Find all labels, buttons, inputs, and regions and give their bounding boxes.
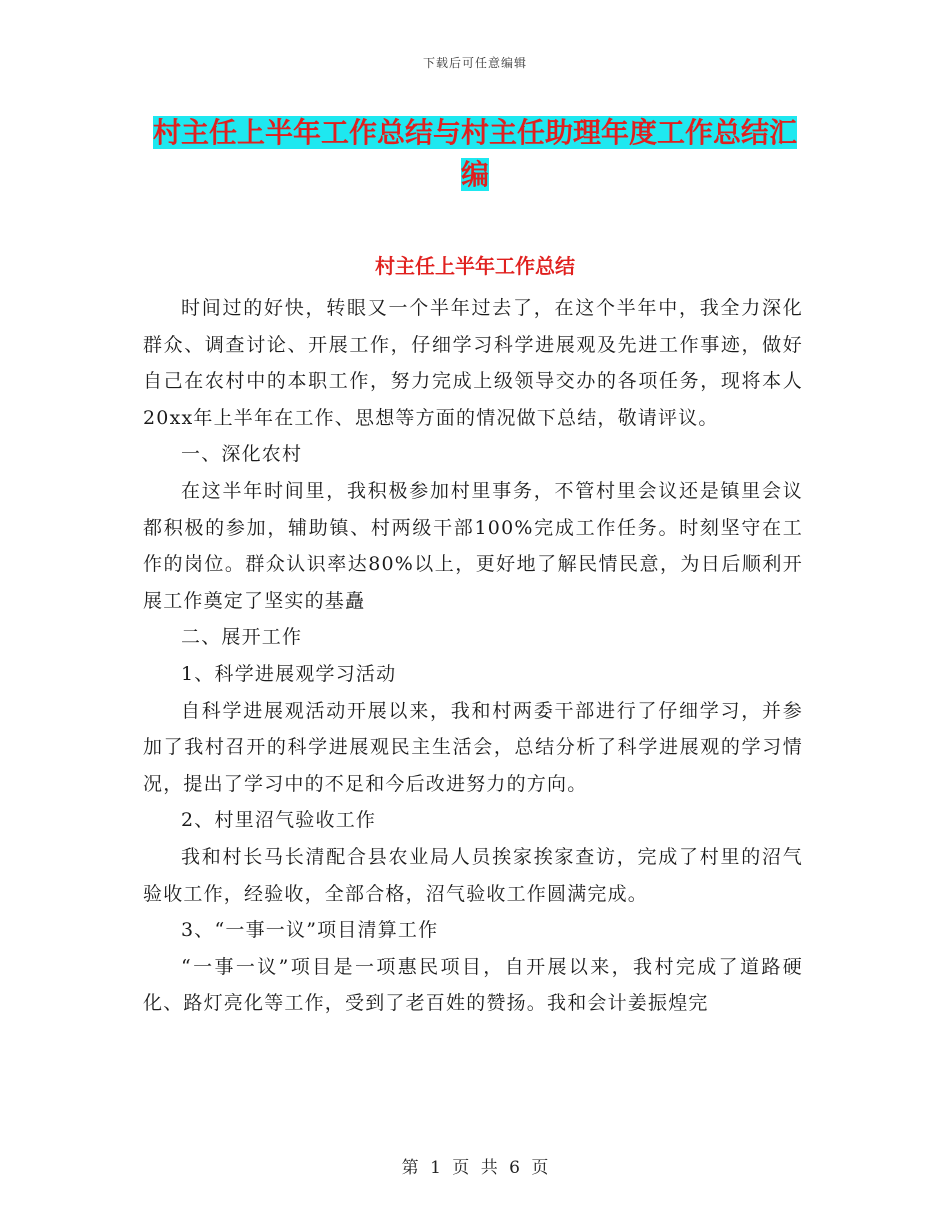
paragraph: 2、村里沼气验收工作	[181, 809, 377, 832]
section-title: 村主任上半年工作总结	[375, 254, 575, 278]
document-body	[143, 290, 803, 1022]
paragraph: 在这半年时间里，我积极参加村里事务，不管村里会议还是镇里会议都积极的参加，辅助镇、村两级干部100%完成工作任务。时刻坚守在工作的岗位。群众认识率达80%以上，更好地了解民情民意，为日后顺利开展工作奠定了坚实的基矗	[143, 479, 803, 612]
paragraph: 一、深化农村	[181, 443, 303, 466]
paragraph: 1、科学进展观学习活动	[181, 662, 397, 685]
paragraph: 时间过的好快，转眼又一个半年过去了，在这个半年中，我全力深化群众、调查讨论、开展工作，仔细学习科学进展观及先进工作事迹，做好自己在农村中的本职工作，努力完成上级领导交办的各项任务，现将本人20xx年上半年在工作、思想等方面的情况做下总结，敬请评议。	[143, 297, 803, 429]
paragraph: 自科学进展观活动开展以来，我和村两委干部进行了仔细学习，并参加了我村召开的科学进展观民主生活会，总结分析了科学进展观的学习情况，提出了学习中的不足和今后改进努力的方向。	[143, 699, 803, 795]
document-title-text: 村主任上半年工作总结与村主任助理年度工作总结汇编	[152, 116, 797, 191]
paragraph: 我和村长马长清配合县农业局人员挨家挨家查访，完成了村里的沼气验收工作，经验收，全部合格，沼气验收工作圆满完成。	[143, 845, 803, 905]
header-note: 下载后可任意编辑	[422, 56, 527, 70]
paragraph: “一事一议”项目是一项惠民项目，自开展以来，我村完成了道路硬化、路灯亮化等工作，受到了老百姓的赞扬。我和会计姜振煌完	[143, 955, 803, 1015]
paragraph: 3、“一事一议”项目清算工作	[181, 919, 439, 942]
page-footer: 第 1 页 共 6 页	[401, 1158, 549, 1178]
paragraph: 二、展开工作	[181, 626, 303, 649]
document-title	[145, 112, 805, 196]
